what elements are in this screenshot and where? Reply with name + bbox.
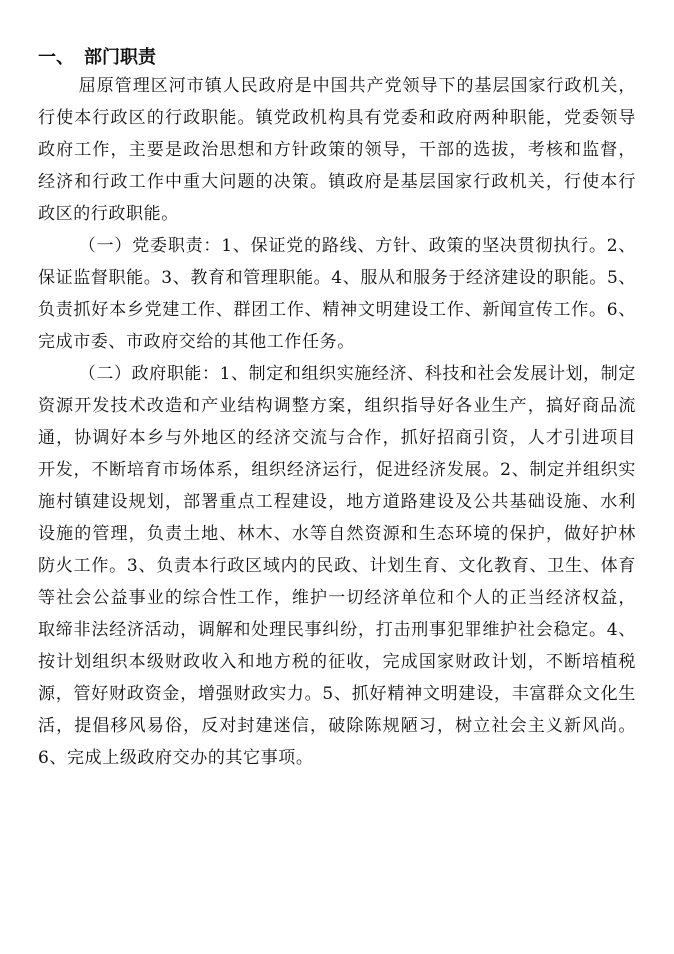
party-committee-duties-paragraph: （一）党委职责：1、保证党的路线、方针、政策的坚决贯彻执行。2、保证监督职能。3、教育和管理职能。4、服从和服务于经济建设的职能。5、负责抓好本乡党建工作、群团工作、精神文明建设工作、新闻宣传工作。6、完成市委、市政府交给的其他工作任务。 — [38, 236, 636, 352]
government-functions-paragraph: （二）政府职能：1、制定和组织实施经济、科技和社会发展计划，制定资源开发技术改造和产业结构调整方案，组织指导好各业生产，搞好商品流通，协调好本乡与外地区的经济交流与合作，抓好招商引资，人才引进项目开发，不断培育市场体系，组织经济运行，促进经济发展。2、制定并组织实施村镇建设规划，部署重点工程建设，地方道路建设及公共基础设施、水利设施的管理，负责土地、林木、水等自然资源和生态环境的保护，做好护林防火工作。3、负责本行政区域内的民政、计划生育、文化教育、卫生、体育等社会公益事业的综合性工作，维护一切经济单位和个人的正当经济权益，取缔非法经济活动，调解和处理民事纠纷，打击刑事犯罪维护社会稳定。4、按计划组织本级财政收入和地方税的征收，完成国家财政计划，不断培植税源，管好财政资金，增强财政实力。5、抓好精神文明建设，丰富群众文化生活，提倡移风易俗，反对封建迷信，破除陈规陋习，树立社会主义新风尚。6、完成上级政府交办的其它事项。 — [38, 364, 636, 768]
section-number: 一、 — [38, 47, 74, 68]
section-heading — [38, 44, 156, 72]
section-title: 部门职责 — [84, 47, 156, 68]
document-body — [38, 70, 636, 774]
intro-paragraph: 屈原管理区河市镇人民政府是中国共产党领导下的基层国家行政机关，行使本行政区的行政职能。镇党政机构具有党委和政府两种职能，党委领导政府工作，主要是政治思想和方针政策的领导，干部的选拔，考核和监督，经济和行政工作中重大问题的决策。镇政府是基层国家行政机关，行使本行政区的行政职能。 — [38, 76, 636, 224]
